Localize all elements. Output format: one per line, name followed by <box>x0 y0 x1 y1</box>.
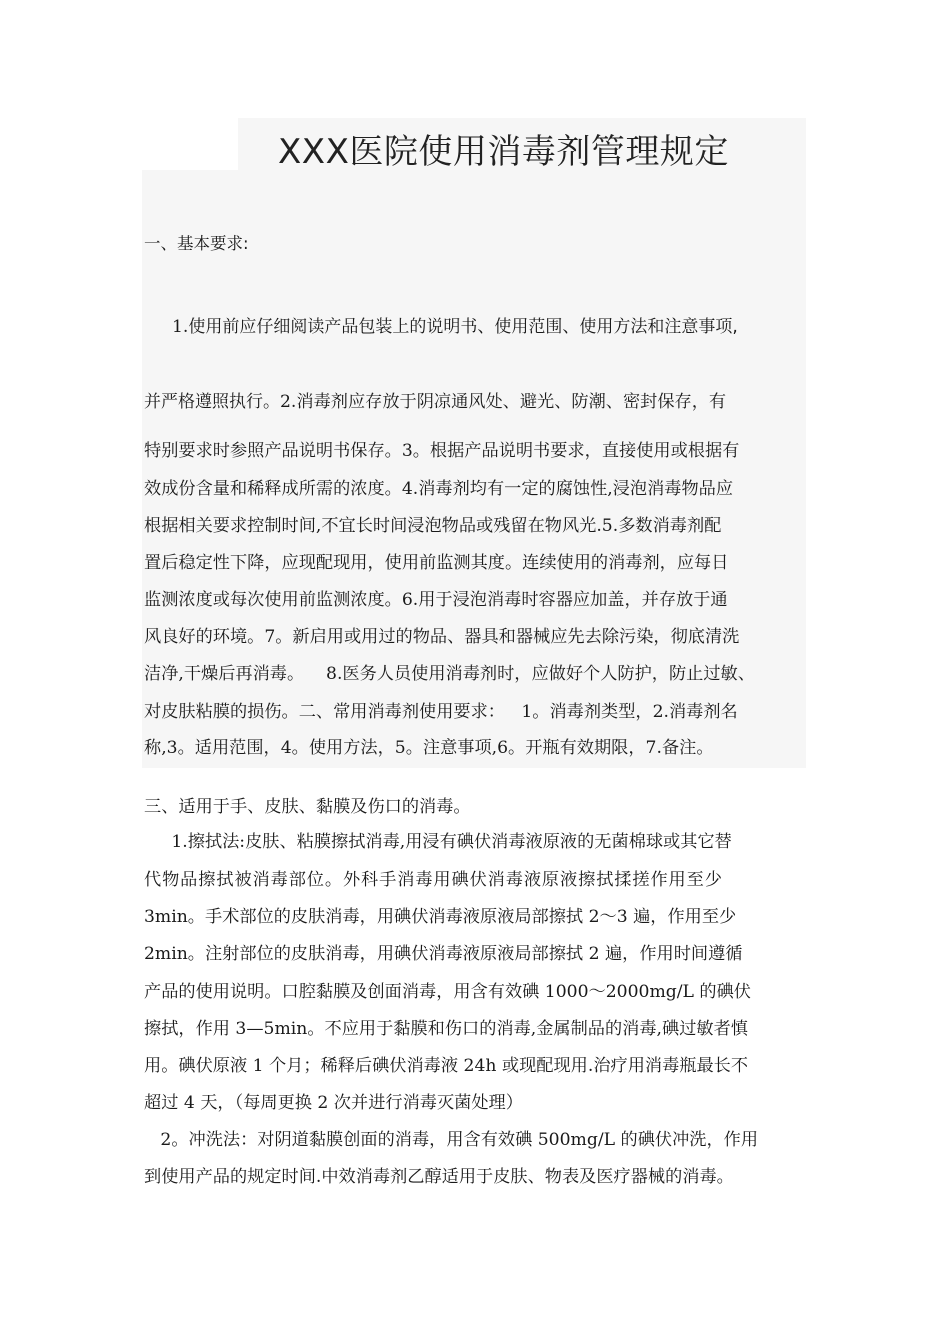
paragraph-line: 根据相关要求控制时间,不宜长时间浸泡物品或残留在物风光.5.多数消毒剂配 <box>144 516 722 536</box>
paragraph-line: 1.擦拭法:皮肤、粘膜擦拭消毒,用浸有碘伏消毒液原液的无菌棉球或其它替 <box>144 832 732 852</box>
paragraph-line: 代物品擦拭被消毒部位。外科手消毒用碘伏消毒液原液擦拭揉搓作用至少 <box>144 870 723 890</box>
paragraph-line: 超过 4 天，（每周更换 2 次并进行消毒灭菌处理） <box>144 1093 523 1113</box>
paragraph-line: 特别要求时参照产品说明书保存。3。根据产品说明书要求，直接使用或根据有 <box>144 441 740 461</box>
paragraph-line <box>172 315 738 339</box>
paragraph-text: 使用前应仔细阅读产品包装上的说明书、使用范围、使用方法和注意事项, <box>188 317 738 337</box>
section-heading-basic-requirements: 一、基本要求: <box>144 234 249 253</box>
paragraph-line: 置后稳定性下降，应现配现用，使用前监测其度。连续使用的消毒剂，应每日 <box>144 553 729 573</box>
paragraph-line: 风良好的环境。7。新启用或用过的物品、器具和器械应先去除污染，彻底清洗 <box>144 627 740 647</box>
paragraph-line: 到使用产品的规定时间.中效消毒剂乙醇适用于皮肤、物表及医疗器械的消毒。 <box>144 1167 734 1187</box>
paragraph-line: 3min。手术部位的皮肤消毒，用碘伏消毒液原液局部擦拭 2～3 遍，作用至少 <box>144 907 737 927</box>
paragraph-line: 效成份含量和稀释成所需的浓度。4.消毒剂均有一定的腐蚀性,浸泡消毒物品应 <box>144 479 734 499</box>
section-heading-hand-skin-disinfection: 三、适用于手、皮肤、黏膜及伤口的消毒。 <box>144 797 471 817</box>
paragraph-line: 产品的使用说明。口腔黏膜及创面消毒，用含有效碘 1000～2000mg/L 的碘伏 <box>144 982 751 1002</box>
paragraph-text: 并严格遵照执行。 <box>144 392 280 412</box>
page-title: XXX医院使用消毒剂管理规定 <box>278 132 729 172</box>
paragraph-line: 2。冲洗法：对阴道黏膜创面的消毒，用含有效碘 500mg/L 的碘伏冲洗，作用 <box>144 1130 759 1150</box>
paragraph-text: 2.消毒剂应存放于阴凉通风处、避光、防潮、密封保存，有 <box>280 392 727 412</box>
paragraph-line: 洁净,干燥后再消毒。 8.医务人员使用消毒剂时，应做好个人防护，防止过敏、 <box>144 664 755 684</box>
paragraph-line: 监测浓度或每次使用前监测浓度。6.用于浸泡消毒时容器应加盖，并存放于通 <box>144 590 728 610</box>
paragraph-line <box>144 390 726 414</box>
paragraph-line: 2min。注射部位的皮肤消毒，用碘伏消毒液原液局部擦拭 2 遍，作用时间遵循 <box>144 944 743 964</box>
paragraph-line: 称,3。适用范围，4。使用方法，5。注意事项,6。开瓶有效期限，7.备注。 <box>144 738 714 758</box>
paragraph-line: 用。碘伏原液 1 个月；稀释后碘伏消毒液 24h 或现配现用.治疗用消毒瓶最长不 <box>144 1056 749 1076</box>
item-number: 1. <box>172 317 189 337</box>
paragraph-line: 对皮肤粘膜的损伤。二、常用消毒剂使用要求： 1。消毒剂类型，2.消毒剂名 <box>144 702 738 722</box>
paragraph-line: 擦拭，作用 3—5min。不应用于黏膜和伤口的消毒,金属制品的消毒,碘过敏者慎 <box>144 1019 748 1039</box>
